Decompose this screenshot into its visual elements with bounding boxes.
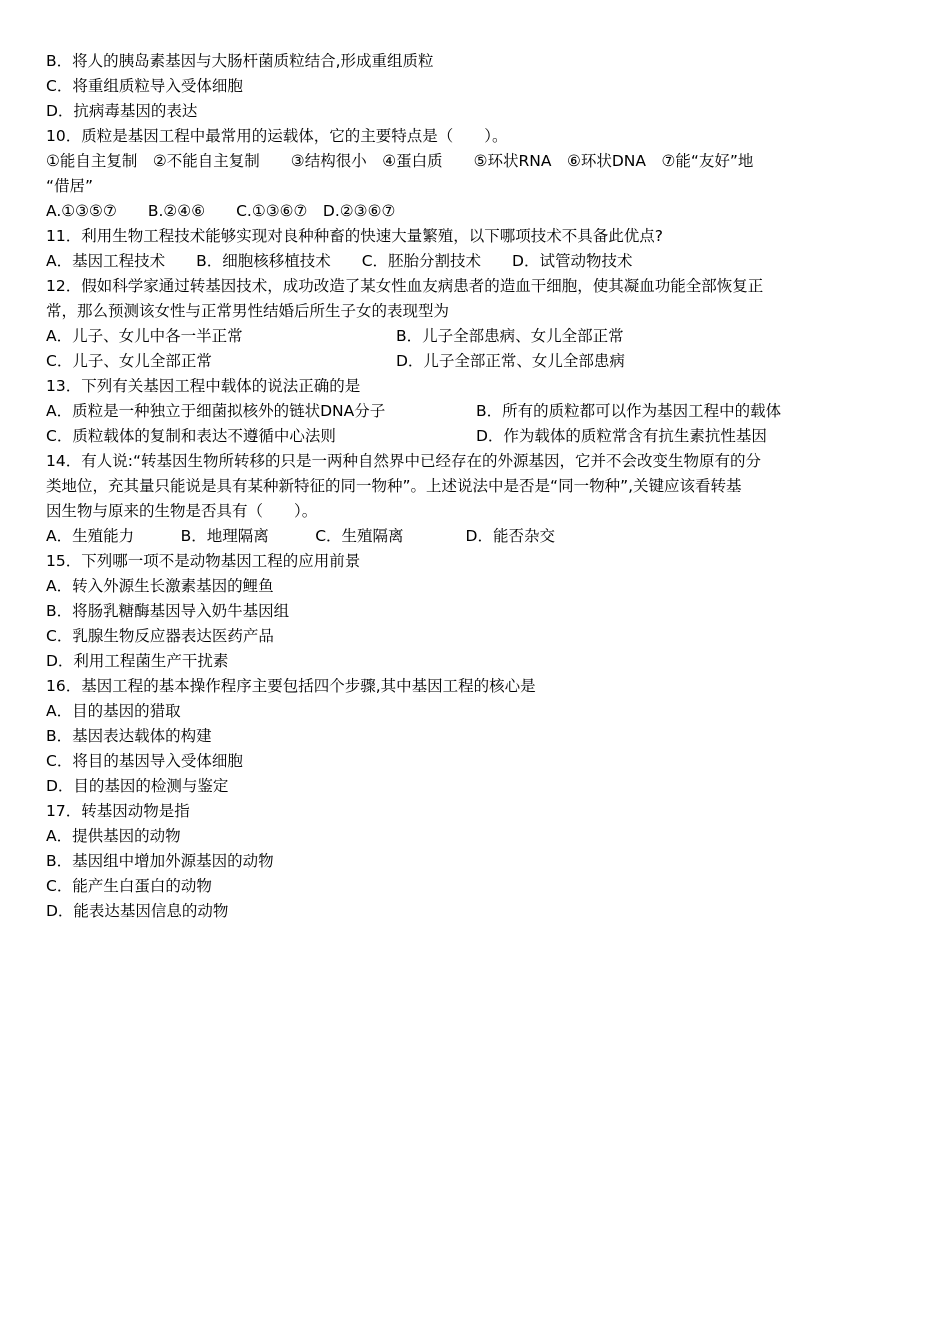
- question-10-options: A.①③⑤⑦ B.②④⑥ C.①③⑥⑦ D.②③⑥⑦: [46, 202, 396, 220]
- question-17: 17．转基因动物是指: [46, 802, 190, 820]
- question-12-option-c: C．儿子、女儿全部正常: [46, 352, 212, 370]
- question-10-items-continued: “借居”: [46, 177, 94, 195]
- question-14-continued: 因生物与原来的生物是否具有（ ）。: [46, 502, 318, 520]
- question-13-option-b: B．所有的质粒都可以作为基因工程中的载体: [476, 402, 782, 420]
- question-14: 14．有人说:“转基因生物所转移的只是一两种自然界中已经存在的外源基因，它并不会改变生物原有的分: [46, 452, 761, 470]
- question-10-items: ①能自主复制 ②不能自主复制 ③结构很小 ④蛋白质 ⑤环状RNA ⑥环状DNA ⑦能“友好”地: [46, 152, 754, 170]
- question-15-option-c: C．乳腺生物反应器表达医药产品: [46, 627, 274, 645]
- question-16: 16．基因工程的基本操作程序主要包括四个步骤,其中基因工程的核心是: [46, 677, 536, 695]
- question-12: 12．假如科学家通过转基因技术，成功改造了某女性血友病患者的造血干细胞，使其凝血功能全部恢复正: [46, 277, 764, 295]
- question-14-options: A．生殖能力 B．地理隔离 C．生殖隔离 D．能否杂交: [46, 527, 555, 545]
- question-12-option-d: D．儿子全部正常、女儿全部患病: [396, 352, 625, 370]
- question-15-option-a: A．转入外源生长激素基因的鲤鱼: [46, 577, 274, 595]
- question-11: 11．利用生物工程技术能够实现对良种种畜的快速大量繁殖，以下哪项技术不具备此优点?: [46, 227, 663, 245]
- question-16-option-d: D．目的基因的检测与鉴定: [46, 777, 229, 795]
- question-11-options: A．基因工程技术 B．细胞核移植技术 C．胚胎分割技术 D．试管动物技术: [46, 252, 633, 270]
- question-12-continued: 常，那么预测该女性与正常男性结婚后所生子女的表现型为: [46, 302, 450, 320]
- question-15: 15．下列哪一项不是动物基因工程的应用前景: [46, 552, 361, 570]
- option-line: D．抗病毒基因的表达: [46, 102, 198, 120]
- question-15-option-d: D．利用工程菌生产干扰素: [46, 652, 229, 670]
- question-17-option-b: B．基因组中增加外源基因的动物: [46, 852, 274, 870]
- question-16-option-a: A．目的基因的猎取: [46, 702, 181, 720]
- question-12-option-a: A．儿子、女儿中各一半正常: [46, 327, 243, 345]
- question-13-option-d: D．作为载体的质粒常含有抗生素抗性基因: [476, 427, 767, 445]
- question-17-option-c: C．能产生白蛋白的动物: [46, 877, 212, 895]
- question-17-option-d: D．能表达基因信息的动物: [46, 902, 229, 920]
- question-15-option-b: B．将肠乳糖酶基因导入奶牛基因组: [46, 602, 290, 620]
- question-10: 10．质粒是基因工程中最常用的运载体，它的主要特点是（ ）。: [46, 127, 508, 145]
- question-17-option-a: A．提供基因的动物: [46, 827, 181, 845]
- question-16-option-c: C．将目的基因导入受体细胞: [46, 752, 243, 770]
- option-line: C．将重组质粒导入受体细胞: [46, 77, 243, 95]
- option-line: B．将人的胰岛素基因与大肠杆菌质粒结合,形成重组质粒: [46, 52, 434, 70]
- question-13-option-c: C．质粒载体的复制和表达不遵循中心法则: [46, 427, 336, 445]
- question-13-option-a: A．质粒是一种独立于细菌拟核外的链状DNA分子: [46, 402, 386, 420]
- question-14-continued: 类地位，充其量只能说是具有某种新特征的同一物种”。上述说法中是否是“同一物种”,关键应该看转基: [46, 477, 742, 495]
- question-16-option-b: B．基因表达载体的构建: [46, 727, 212, 745]
- question-13: 13．下列有关基因工程中载体的说法正确的是: [46, 377, 361, 395]
- question-12-option-b: B．儿子全部患病、女儿全部正常: [396, 327, 624, 345]
